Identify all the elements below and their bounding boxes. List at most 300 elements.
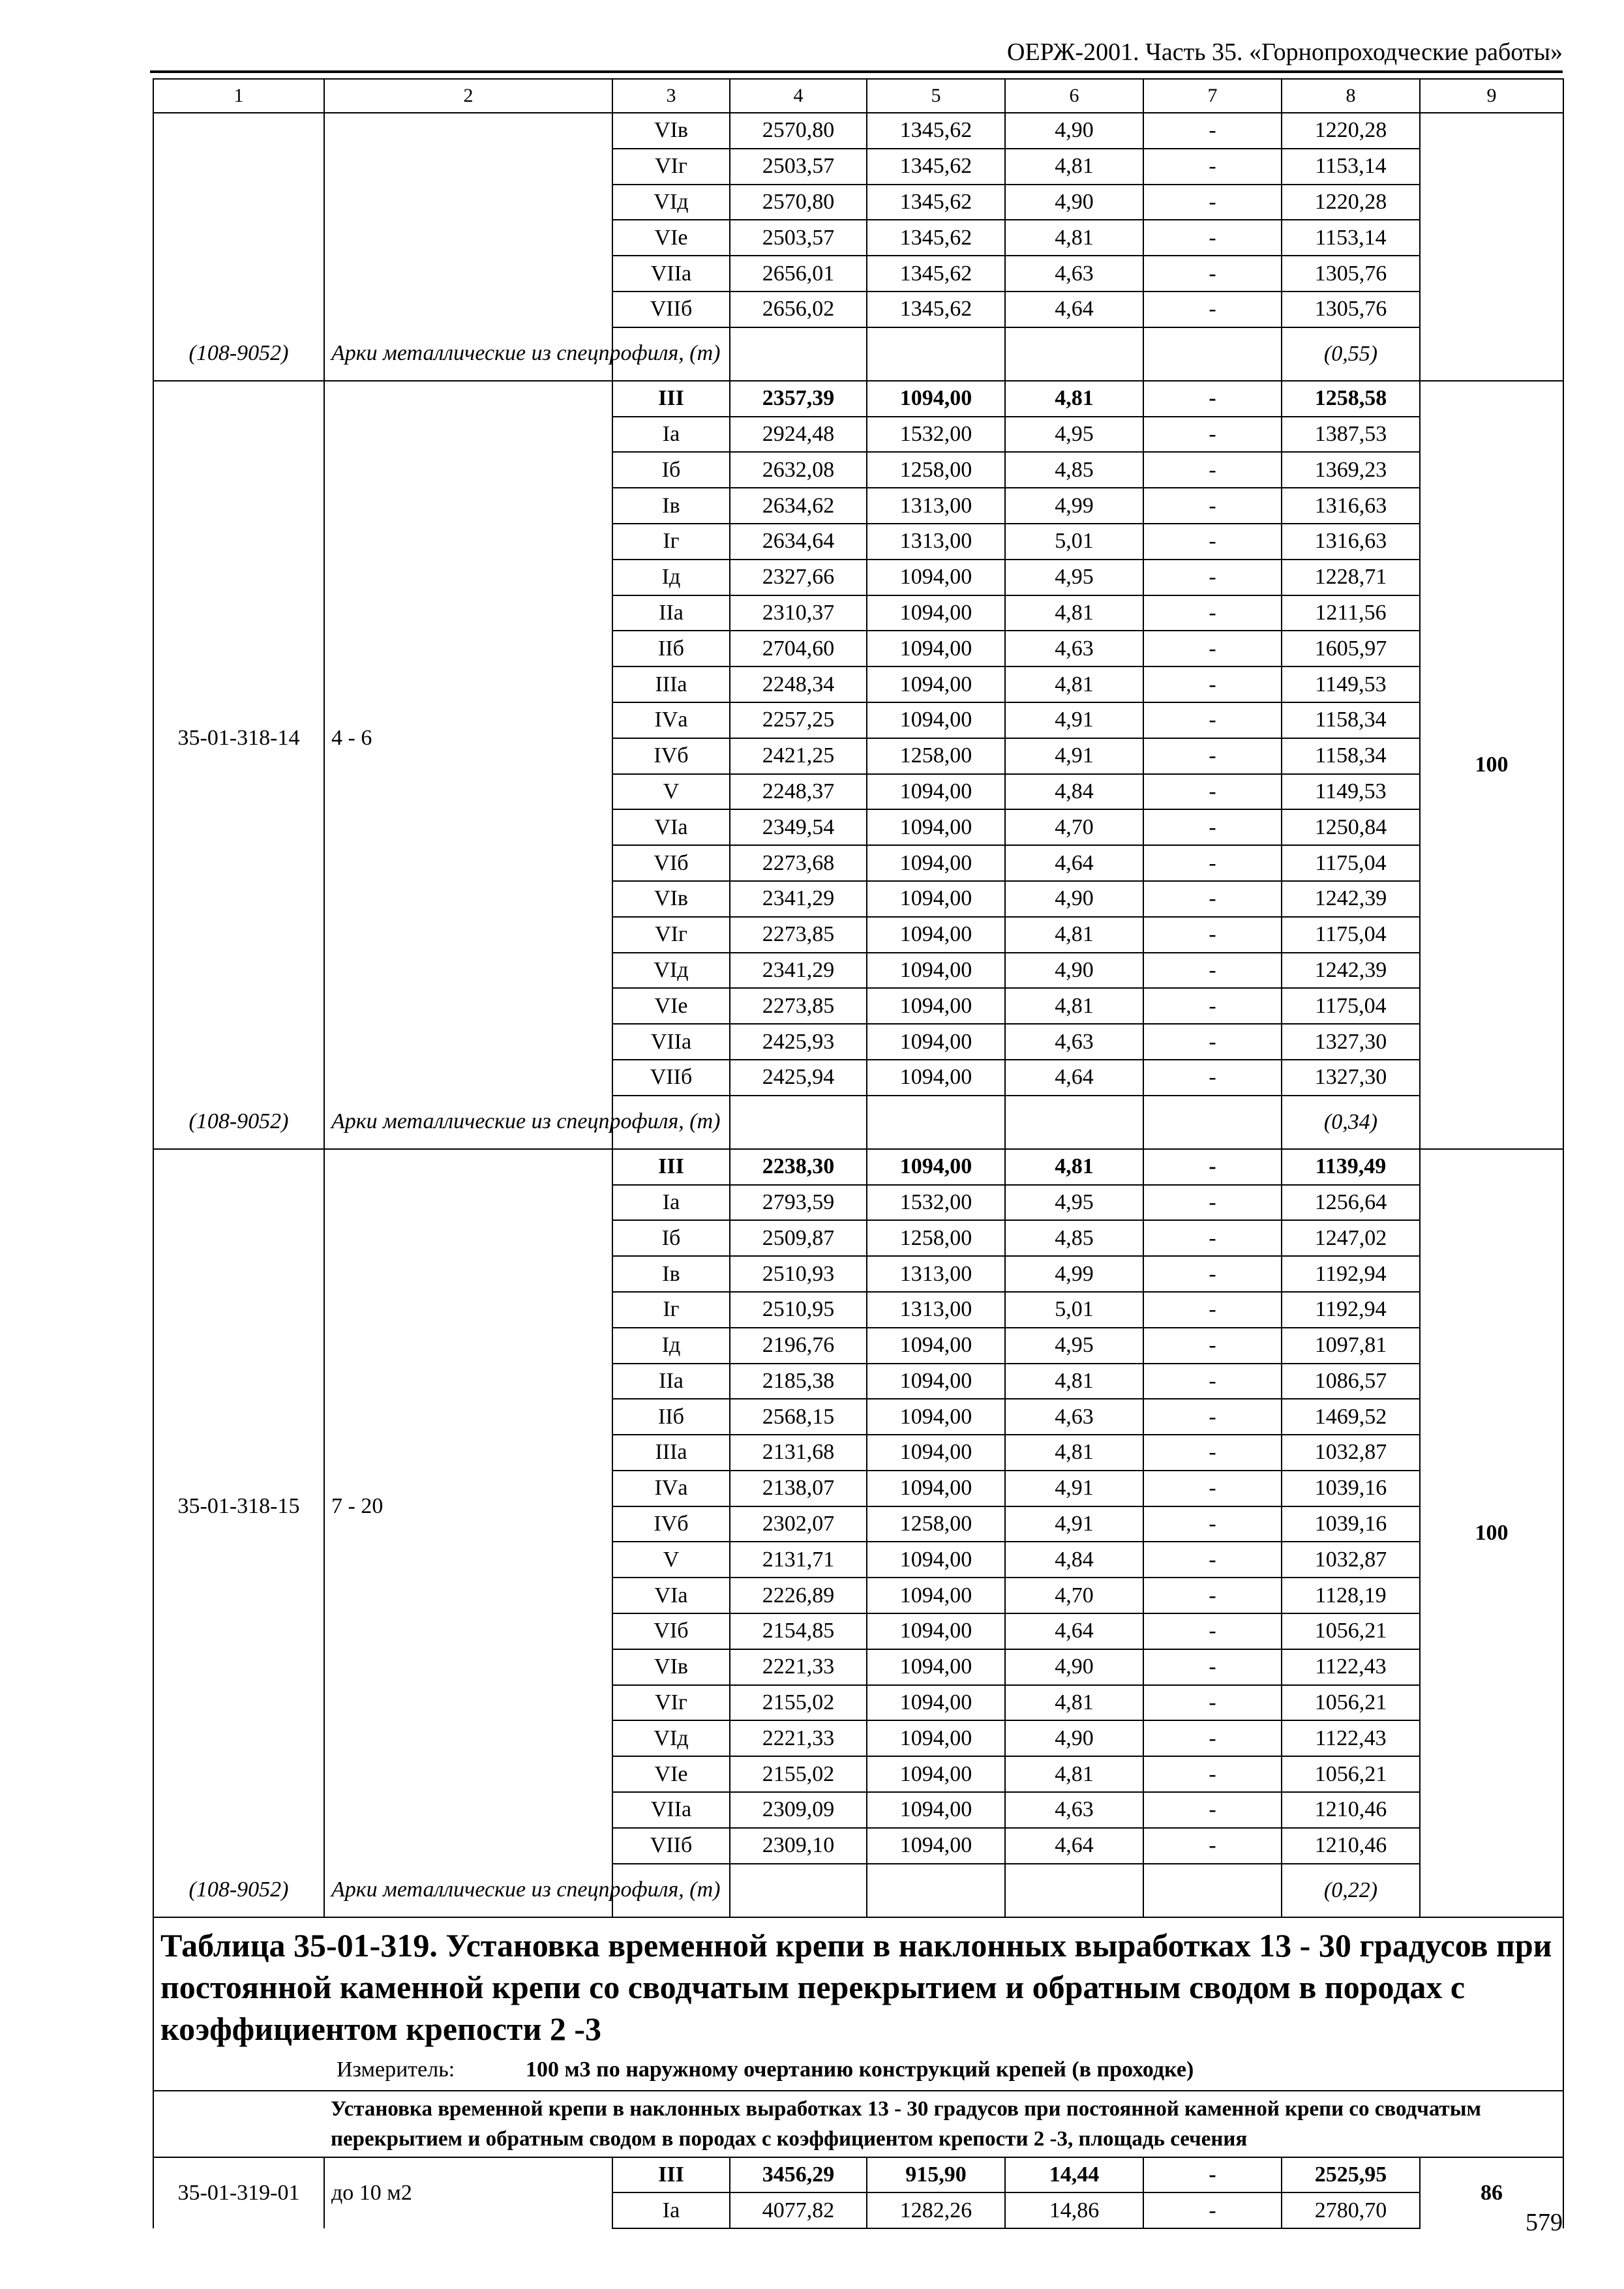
description-text: Установка временной крепи в наклонных выработках 13 - 30 градусов при постоянной каменной крепи со сводчатым перекрытием и обратным сводом в породах с коэффициентом крепости 2 -3, площадь сечения — [324, 2091, 1563, 2157]
rate-cell-col8: 1469,52 — [1282, 1399, 1420, 1435]
rate-cell-col5: 1345,62 — [867, 292, 1005, 327]
rate-cell-col8: 1032,87 — [1282, 1435, 1420, 1471]
rate-cell-col8: 1175,04 — [1282, 845, 1420, 881]
rate-cell-col8: 1139,49 — [1282, 1149, 1420, 1185]
rate-cell-col6: 4,95 — [1005, 1185, 1143, 1221]
rate-cell-col5: 1094,00 — [867, 1613, 1005, 1649]
measure-label: Измеритель: — [337, 2057, 455, 2082]
rate-cell-col4: 2221,33 — [730, 1649, 867, 1685]
rate-cell-col4: 2238,30 — [730, 1149, 867, 1185]
rate-cell-col7: - — [1143, 1756, 1282, 1792]
rate-cell-col7: - — [1143, 113, 1282, 149]
rate-cell-col5: 1313,00 — [867, 1292, 1005, 1328]
column-number-9: 9 — [1420, 79, 1563, 113]
rate-cell-col3: Iа — [612, 2192, 730, 2228]
rate-cell-col5: 1094,00 — [867, 1720, 1005, 1756]
note-empty-cell — [867, 1864, 1005, 1917]
note-empty-cell — [1143, 1096, 1282, 1149]
rate-cell-col8: 1387,53 — [1282, 417, 1420, 453]
rate-cell-col4: 2349,54 — [730, 809, 867, 845]
rate-cell-col5: 1258,00 — [867, 1220, 1005, 1256]
note-empty-cell — [1005, 1096, 1143, 1149]
column-number-3: 3 — [612, 79, 730, 113]
table-row — [153, 1149, 1563, 1185]
rate-cell-col3: VIг — [612, 149, 730, 185]
rate-cell-col6: 4,81 — [1005, 220, 1143, 256]
material-quantity: (0,55) — [1282, 327, 1420, 381]
rate-cell-col5: 1094,00 — [867, 1792, 1005, 1828]
rate-cell-col7: - — [1143, 809, 1282, 845]
rate-cell-col6: 4,64 — [1005, 1613, 1143, 1649]
note-empty-cell — [1005, 1864, 1143, 1917]
rate-cell-col5: 1094,00 — [867, 666, 1005, 702]
rate-cell-col4: 2155,02 — [730, 1756, 867, 1792]
rate-cell-col4: 2341,29 — [730, 881, 867, 917]
rate-cell-col4: 2341,29 — [730, 953, 867, 989]
rate-cell-col5: 1258,00 — [867, 1506, 1005, 1542]
table-title-cell — [153, 1917, 1563, 2091]
rate-cell-col6: 4,81 — [1005, 381, 1143, 417]
rate-cell-col4: 2226,89 — [730, 1578, 867, 1613]
rate-cell-col4: 2425,93 — [730, 1024, 867, 1060]
rate-cell-col4: 3456,29 — [730, 2157, 867, 2193]
rate-cell-col6: 4,90 — [1005, 1720, 1143, 1756]
rate-col9: 86 — [1420, 2157, 1563, 2229]
rate-cell-col6: 4,91 — [1005, 738, 1143, 774]
rate-cell-col6: 4,99 — [1005, 1256, 1143, 1292]
rate-cell-col7: - — [1143, 417, 1282, 453]
rate-cell-col6: 4,84 — [1005, 1542, 1143, 1578]
rate-code: 35-01-319-01 — [153, 2157, 324, 2229]
rate-cell-col3: Iа — [612, 417, 730, 453]
rate-cell-col8: 1305,76 — [1282, 256, 1420, 292]
rate-cell-col3: IIIа — [612, 1435, 730, 1471]
rate-cell-col4: 2632,08 — [730, 452, 867, 488]
rate-cell-col6: 4,63 — [1005, 1024, 1143, 1060]
rate-cell-col3: VIд — [612, 953, 730, 989]
note-empty-cell — [867, 1096, 1005, 1149]
rate-cell-col3: VIе — [612, 988, 730, 1024]
rate-cell-col7: - — [1143, 1435, 1282, 1471]
rates-table-body — [153, 79, 1563, 2228]
rate-cell-col4: 2196,76 — [730, 1328, 867, 1364]
rate-cell-col7: - — [1143, 292, 1282, 327]
rate-cell-col4: 2138,07 — [730, 1471, 867, 1506]
rate-cell-col4: 2185,38 — [730, 1364, 867, 1399]
rate-cell-col6: 4,63 — [1005, 1399, 1143, 1435]
page-header: ОЕРЖ-2001. Часть 35. «Горнопроходческие работы» — [1007, 38, 1563, 66]
rate-cell-col7: - — [1143, 2157, 1282, 2193]
rate-cell-col7: - — [1143, 2192, 1282, 2228]
rate-cell-col3: Iв — [612, 488, 730, 524]
note-empty-cell — [730, 1864, 867, 1917]
rate-cell-col3: III — [612, 381, 730, 417]
column-number-5: 5 — [867, 79, 1005, 113]
rate-cell-col4: 2634,64 — [730, 524, 867, 560]
rate-cell-col8: 1211,56 — [1282, 595, 1420, 631]
rate-cell-col8: 1305,76 — [1282, 292, 1420, 327]
rate-cell-col7: - — [1143, 1578, 1282, 1613]
rate-cell-col7: - — [1143, 702, 1282, 738]
rate-cell-col8: 1039,16 — [1282, 1471, 1420, 1506]
rate-cell-col8: 1158,34 — [1282, 738, 1420, 774]
column-number-4: 4 — [730, 79, 867, 113]
rate-cell-col7: - — [1143, 220, 1282, 256]
rate-cell-col4: 2155,02 — [730, 1685, 867, 1721]
rate-cell-col8: 2525,95 — [1282, 2157, 1420, 2193]
rate-cell-col3: IIб — [612, 1399, 730, 1435]
rate-cell-col3: VIд — [612, 1720, 730, 1756]
rate-cell-col7: - — [1143, 1220, 1282, 1256]
rate-cell-col3: Iб — [612, 452, 730, 488]
rate-cell-col3: IVа — [612, 1471, 730, 1506]
rate-cell-col8: 1220,28 — [1282, 185, 1420, 220]
rate-cell-col3: VIб — [612, 1613, 730, 1649]
rate-cell-col5: 1094,00 — [867, 1435, 1005, 1471]
rate-cell-col6: 4,81 — [1005, 1364, 1143, 1399]
rate-cell-col4: 2656,01 — [730, 256, 867, 292]
page-number: 579 — [1526, 2209, 1563, 2236]
rate-cell-col5: 1094,00 — [867, 1399, 1005, 1435]
rate-cell-col7: - — [1143, 1792, 1282, 1828]
column-number-1: 1 — [153, 79, 324, 113]
rate-cell-col5: 1094,00 — [867, 560, 1005, 595]
rate-cell-col7: - — [1143, 1613, 1282, 1649]
rate-cell-col3: Iд — [612, 560, 730, 595]
rate-cell-col5: 1094,00 — [867, 1328, 1005, 1364]
rate-cell-col8: 1220,28 — [1282, 113, 1420, 149]
rate-cell-col5: 915,90 — [867, 2157, 1005, 2193]
note-empty-cell — [1143, 1864, 1282, 1917]
rate-cell-col7: - — [1143, 1685, 1282, 1721]
material-code: (108-9052) — [153, 1864, 324, 1917]
rate-cell-col7: - — [1143, 917, 1282, 953]
rate-cell-col4: 2425,94 — [730, 1060, 867, 1096]
table-row — [153, 381, 1563, 417]
rate-cell-col5: 1532,00 — [867, 1185, 1005, 1221]
rate-cell-col5: 1094,00 — [867, 1542, 1005, 1578]
rate-cell-col5: 1094,00 — [867, 702, 1005, 738]
rate-cell-col7: - — [1143, 185, 1282, 220]
rate-cell-col4: 2357,39 — [730, 381, 867, 417]
rate-cell-col6: 4,95 — [1005, 560, 1143, 595]
rate-cell-col7: - — [1143, 881, 1282, 917]
rate-cell-col3: VIг — [612, 1685, 730, 1721]
rate-cell-col4: 2568,15 — [730, 1399, 867, 1435]
rate-cell-col7: - — [1143, 149, 1282, 185]
rate-cell-col6: 4,91 — [1005, 702, 1143, 738]
rate-cell-col5: 1094,00 — [867, 1060, 1005, 1096]
rate-cell-col6: 4,90 — [1005, 1649, 1143, 1685]
note-empty-cell — [1005, 327, 1143, 381]
rate-parameter: до 10 м2 — [324, 2157, 612, 2229]
rate-code: 35-01-318-15 — [153, 1149, 324, 1864]
rate-cell-col8: 1247,02 — [1282, 1220, 1420, 1256]
rate-cell-col6: 4,81 — [1005, 1685, 1143, 1721]
material-note-row — [153, 1864, 1563, 1917]
rate-cell-col3: VIв — [612, 1649, 730, 1685]
rate-cell-col7: - — [1143, 666, 1282, 702]
table-row — [153, 2157, 1563, 2193]
header-rule — [150, 70, 1563, 73]
rate-cell-col8: 1153,14 — [1282, 149, 1420, 185]
table-row — [153, 113, 1563, 149]
rate-cell-col8: 1210,46 — [1282, 1792, 1420, 1828]
rate-cell-col5: 1345,62 — [867, 149, 1005, 185]
rate-cell-col5: 1532,00 — [867, 417, 1005, 453]
rate-cell-col7: - — [1143, 1649, 1282, 1685]
rate-cell-col7: - — [1143, 524, 1282, 560]
measure-value: 100 м3 по наружному очертанию конструкций крепей (в проходке) — [526, 2057, 1194, 2082]
rate-cell-col7: - — [1143, 488, 1282, 524]
rate-col9 — [1420, 113, 1563, 381]
rate-parameter: 4 - 6 — [324, 381, 612, 1096]
rate-cell-col3: VIг — [612, 917, 730, 953]
rate-cell-col3: IIб — [612, 631, 730, 666]
rate-cell-col7: - — [1143, 1399, 1282, 1435]
rate-cell-col7: - — [1143, 381, 1282, 417]
column-number-6: 6 — [1005, 79, 1143, 113]
column-number-7: 7 — [1143, 79, 1282, 113]
note-empty-cell — [730, 1096, 867, 1149]
rate-cell-col3: VIIб — [612, 292, 730, 327]
material-name: Арки металлические из спецпрофиля, (т) — [324, 1096, 612, 1149]
rate-cell-col5: 1094,00 — [867, 631, 1005, 666]
rate-cell-col4: 2257,25 — [730, 702, 867, 738]
material-code: (108-9052) — [153, 327, 324, 381]
rate-cell-col7: - — [1143, 1292, 1282, 1328]
rate-cell-col8: 1192,94 — [1282, 1292, 1420, 1328]
rate-cell-col5: 1094,00 — [867, 774, 1005, 810]
rate-cell-col3: IVб — [612, 1506, 730, 1542]
measure-line — [160, 2054, 1556, 2086]
rate-cell-col7: - — [1143, 774, 1282, 810]
rate-cell-col8: 1316,63 — [1282, 524, 1420, 560]
rate-cell-col8: 1605,97 — [1282, 631, 1420, 666]
rate-cell-col6: 4,81 — [1005, 149, 1143, 185]
rate-cell-col6: 4,90 — [1005, 185, 1143, 220]
rate-cell-col4: 2248,37 — [730, 774, 867, 810]
rate-cell-col8: 1032,87 — [1282, 1542, 1420, 1578]
rate-parameter: 7 - 20 — [324, 1149, 612, 1864]
rate-cell-col7: - — [1143, 988, 1282, 1024]
column-number-8: 8 — [1282, 79, 1420, 113]
rate-cell-col5: 1094,00 — [867, 1578, 1005, 1613]
rates-table — [153, 78, 1564, 2229]
rate-cell-col8: 1056,21 — [1282, 1685, 1420, 1721]
column-number-2: 2 — [324, 79, 612, 113]
rate-cell-col5: 1282,26 — [867, 2192, 1005, 2228]
rate-cell-col6: 4,64 — [1005, 1828, 1143, 1864]
rate-cell-col3: VIIа — [612, 1024, 730, 1060]
rate-cell-col6: 4,81 — [1005, 666, 1143, 702]
note-empty-cell — [1143, 327, 1282, 381]
rate-cell-col8: 1242,39 — [1282, 953, 1420, 989]
rate-cell-col3: VIб — [612, 845, 730, 881]
rate-cell-col6: 4,64 — [1005, 845, 1143, 881]
rate-cell-col6: 4,70 — [1005, 1578, 1143, 1613]
rate-parameter — [324, 113, 612, 327]
rate-cell-col7: - — [1143, 738, 1282, 774]
material-quantity: (0,22) — [1282, 1864, 1420, 1917]
rate-cell-col4: 2656,02 — [730, 292, 867, 327]
rate-cell-col6: 4,90 — [1005, 881, 1143, 917]
rate-cell-col4: 2309,10 — [730, 1828, 867, 1864]
rate-cell-col3: IIа — [612, 1364, 730, 1399]
rate-cell-col7: - — [1143, 1720, 1282, 1756]
rate-cell-col6: 4,95 — [1005, 417, 1143, 453]
rate-cell-col7: - — [1143, 1185, 1282, 1221]
rate-cell-col4: 2570,80 — [730, 185, 867, 220]
rate-cell-col7: - — [1143, 1364, 1282, 1399]
rate-cell-col6: 14,86 — [1005, 2192, 1143, 2228]
column-number-row — [153, 79, 1563, 113]
rate-cell-col8: 1250,84 — [1282, 809, 1420, 845]
rate-cell-col3: VIIа — [612, 256, 730, 292]
rate-cell-col6: 4,99 — [1005, 488, 1143, 524]
rate-cell-col4: 2273,85 — [730, 917, 867, 953]
rate-cell-col5: 1094,00 — [867, 953, 1005, 989]
material-note-row — [153, 1096, 1563, 1149]
rate-cell-col8: 1153,14 — [1282, 220, 1420, 256]
rate-cell-col3: VIIб — [612, 1828, 730, 1864]
rate-cell-col3: IVа — [612, 702, 730, 738]
rate-cell-col5: 1345,62 — [867, 185, 1005, 220]
rate-cell-col6: 4,81 — [1005, 1435, 1143, 1471]
rate-cell-col6: 4,85 — [1005, 452, 1143, 488]
rate-cell-col8: 1149,53 — [1282, 774, 1420, 810]
rate-cell-col3: Iг — [612, 1292, 730, 1328]
rate-cell-col6: 4,95 — [1005, 1328, 1143, 1364]
rate-cell-col6: 4,90 — [1005, 113, 1143, 149]
description-empty-cell — [153, 2091, 324, 2157]
rate-cell-col8: 2780,70 — [1282, 2192, 1420, 2228]
rate-cell-col3: VIв — [612, 881, 730, 917]
rate-cell-col4: 2421,25 — [730, 738, 867, 774]
table-title: Таблица 35-01-319. Установка временной крепи в наклонных выработках 13 - 30 градусов при постоянной каменной крепи со сводчатым перекрытием и обратным сводом в породах с коэффициентом крепости 2 -3 — [160, 1926, 1552, 2047]
rate-cell-col7: - — [1143, 1828, 1282, 1864]
rate-cell-col4: 2273,85 — [730, 988, 867, 1024]
rate-cell-col7: - — [1143, 953, 1282, 989]
rate-cell-col8: 1327,30 — [1282, 1060, 1420, 1096]
rate-col9: 100 — [1420, 1149, 1563, 1917]
material-name: Арки металлические из спецпрофиля, (т) — [324, 327, 612, 381]
rate-cell-col5: 1094,00 — [867, 1149, 1005, 1185]
rate-cell-col6: 4,63 — [1005, 1792, 1143, 1828]
rate-cell-col5: 1313,00 — [867, 524, 1005, 560]
note-empty-cell — [730, 327, 867, 381]
rate-cell-col3: V — [612, 774, 730, 810]
rate-cell-col8: 1056,21 — [1282, 1756, 1420, 1792]
rate-cell-col7: - — [1143, 1506, 1282, 1542]
rate-cell-col6: 4,63 — [1005, 256, 1143, 292]
rate-cell-col3: Iа — [612, 1185, 730, 1221]
rate-cell-col8: 1228,71 — [1282, 560, 1420, 595]
rate-cell-col8: 1039,16 — [1282, 1506, 1420, 1542]
rate-cell-col5: 1094,00 — [867, 1364, 1005, 1399]
rate-cell-col8: 1149,53 — [1282, 666, 1420, 702]
rate-cell-col6: 14,44 — [1005, 2157, 1143, 2193]
rate-cell-col4: 2221,33 — [730, 1720, 867, 1756]
rate-cell-col7: - — [1143, 1542, 1282, 1578]
rate-cell-col3: IVб — [612, 738, 730, 774]
rate-cell-col3: III — [612, 1149, 730, 1185]
rate-cell-col6: 4,81 — [1005, 917, 1143, 953]
rate-cell-col6: 4,64 — [1005, 292, 1143, 327]
rate-cell-col6: 4,81 — [1005, 1149, 1143, 1185]
rate-code: 35-01-318-14 — [153, 381, 324, 1096]
rate-cell-col5: 1345,62 — [867, 220, 1005, 256]
rate-cell-col3: Iг — [612, 524, 730, 560]
rate-cell-col7: - — [1143, 560, 1282, 595]
rate-cell-col8: 1122,43 — [1282, 1720, 1420, 1756]
rate-cell-col4: 2248,34 — [730, 666, 867, 702]
description-row — [153, 2091, 1563, 2157]
rate-cell-col5: 1094,00 — [867, 809, 1005, 845]
material-note-row — [153, 327, 1563, 381]
rate-cell-col3: VIд — [612, 185, 730, 220]
rate-cell-col3: VIв — [612, 113, 730, 149]
rate-cell-col6: 4,91 — [1005, 1471, 1143, 1506]
rate-cell-col5: 1094,00 — [867, 845, 1005, 881]
rate-cell-col8: 1258,58 — [1282, 381, 1420, 417]
rate-cell-col8: 1097,81 — [1282, 1328, 1420, 1364]
rate-cell-col6: 4,81 — [1005, 988, 1143, 1024]
rate-cell-col8: 1128,19 — [1282, 1578, 1420, 1613]
rate-cell-col5: 1345,62 — [867, 256, 1005, 292]
rate-cell-col4: 2302,07 — [730, 1506, 867, 1542]
rate-cell-col8: 1316,63 — [1282, 488, 1420, 524]
rate-cell-col3: VIIб — [612, 1060, 730, 1096]
rate-cell-col5: 1345,62 — [867, 113, 1005, 149]
material-name: Арки металлические из спецпрофиля, (т) — [324, 1864, 612, 1917]
rate-cell-col4: 2793,59 — [730, 1185, 867, 1221]
rate-cell-col4: 2327,66 — [730, 560, 867, 595]
rate-cell-col4: 2509,87 — [730, 1220, 867, 1256]
rate-cell-col3: V — [612, 1542, 730, 1578]
rate-cell-col3: IIIа — [612, 666, 730, 702]
rate-cell-col4: 2510,95 — [730, 1292, 867, 1328]
rate-cell-col3: VIа — [612, 809, 730, 845]
rate-cell-col5: 1313,00 — [867, 488, 1005, 524]
rate-cell-col6: 5,01 — [1005, 1292, 1143, 1328]
rate-cell-col8: 1369,23 — [1282, 452, 1420, 488]
rate-cell-col4: 2309,09 — [730, 1792, 867, 1828]
rate-cell-col4: 2273,68 — [730, 845, 867, 881]
rate-cell-col3: VIе — [612, 1756, 730, 1792]
rate-cell-col6: 5,01 — [1005, 524, 1143, 560]
rate-cell-col6: 4,81 — [1005, 595, 1143, 631]
rate-cell-col4: 2310,37 — [730, 595, 867, 631]
rate-cell-col7: - — [1143, 452, 1282, 488]
rate-cell-col5: 1094,00 — [867, 1649, 1005, 1685]
rate-cell-col5: 1094,00 — [867, 1828, 1005, 1864]
note-empty-cell — [867, 327, 1005, 381]
rate-cell-col4: 2634,62 — [730, 488, 867, 524]
rate-cell-col8: 1175,04 — [1282, 917, 1420, 953]
rate-cell-col3: Iв — [612, 1256, 730, 1292]
table-title-row — [153, 1917, 1563, 2091]
rate-cell-col5: 1094,00 — [867, 1471, 1005, 1506]
rate-cell-col5: 1094,00 — [867, 1685, 1005, 1721]
rate-cell-col4: 2704,60 — [730, 631, 867, 666]
rate-cell-col4: 4077,82 — [730, 2192, 867, 2228]
rate-cell-col8: 1122,43 — [1282, 1649, 1420, 1685]
rate-cell-col7: - — [1143, 845, 1282, 881]
rate-cell-col4: 2131,71 — [730, 1542, 867, 1578]
rate-cell-col7: - — [1143, 1256, 1282, 1292]
rate-cell-col6: 4,64 — [1005, 1060, 1143, 1096]
